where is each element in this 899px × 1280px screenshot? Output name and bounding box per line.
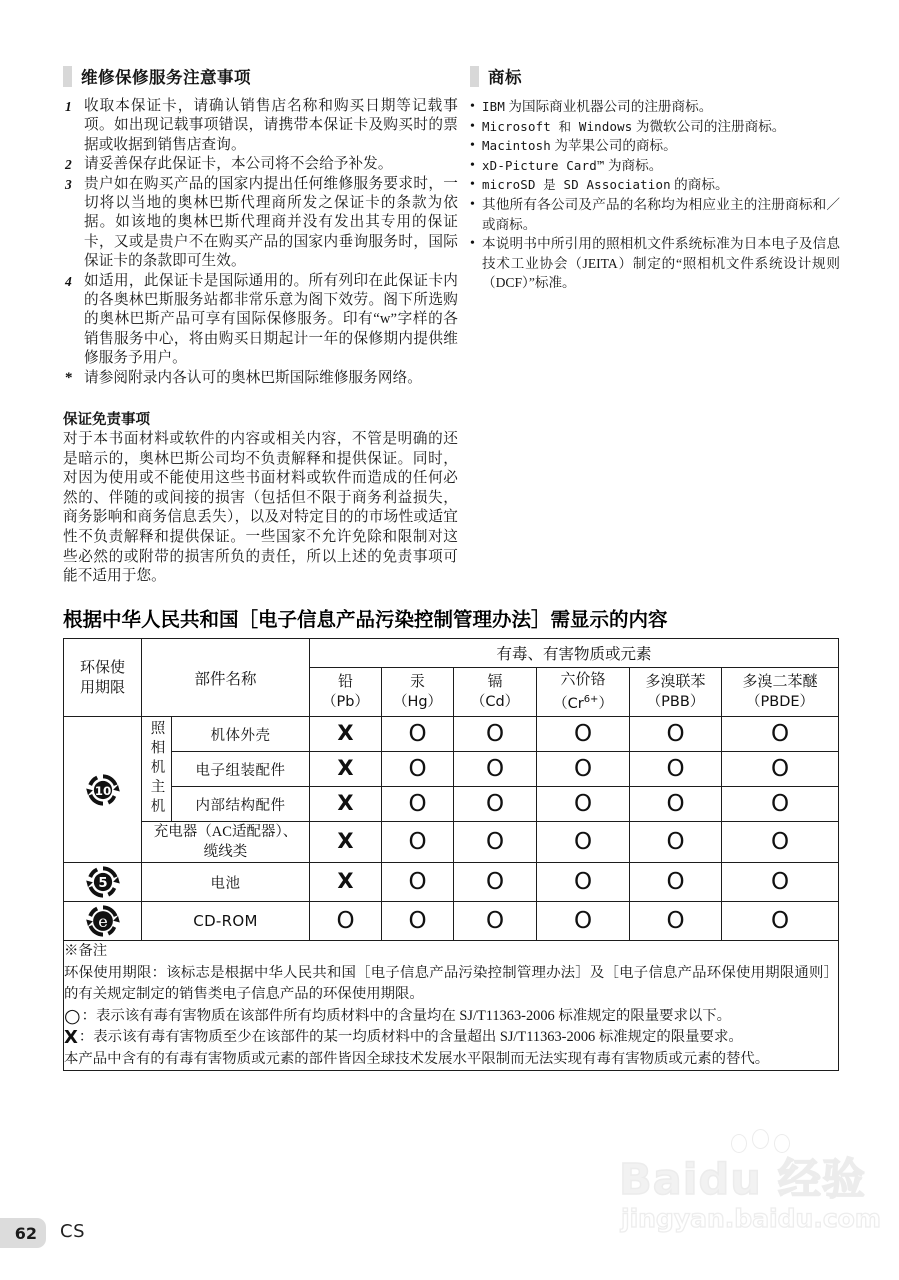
- list-item: [470, 97, 840, 117]
- part-name-cell: 电池: [142, 863, 310, 902]
- value-cell: [382, 863, 454, 902]
- eco-mark-cell-5: [64, 863, 142, 902]
- section-marker-bar: [63, 66, 72, 87]
- mark-o: O: [666, 790, 685, 817]
- header-substance-cr6: 六价铬 $(Cr^{6+})$: [537, 668, 630, 717]
- trademark-desc: 的商标。: [670, 177, 729, 193]
- list-marker-asterisk: *: [65, 369, 73, 386]
- value-cell: [382, 752, 454, 787]
- eco-mark-cell-e: [64, 902, 142, 941]
- cross-symbol-icon: X: [64, 1027, 78, 1048]
- mark-o: O: [573, 720, 593, 747]
- trademark-list: [470, 97, 840, 293]
- right-column: [470, 64, 840, 293]
- header-period: 环保使 用期限: [64, 639, 142, 717]
- list-text: 其他所有各公司及产品的名称均为相应业主的注册商标和／或商标。: [482, 196, 840, 232]
- value-cell: [310, 787, 382, 822]
- trademark-name: IBM: [482, 99, 505, 114]
- value-cell: [722, 863, 839, 902]
- value-cell: [630, 787, 722, 822]
- eco-5-icon: [84, 863, 122, 901]
- list-marker: 1: [65, 99, 72, 114]
- value-cell: [630, 822, 722, 863]
- list-text: 收取本保证卡，请确认销售店名称和购买日期等记载事项。如出现记载事项错误，请携带本保证卡及购买时的票据或收据到销售店查询。: [84, 98, 458, 153]
- list-item: [470, 117, 840, 137]
- mark-o: O: [770, 720, 790, 747]
- trademark-desc: 为微软公司的注册商标。: [632, 118, 786, 134]
- list-item: [470, 195, 840, 234]
- value-cell: [310, 752, 382, 787]
- disclaimer-text: 对于本书面材料或软件的内容或相关内容，不管是明确的还是暗示的，奥林巴斯公司均不负责解释和提供保证。同时，对因为使用或不能使用这些书面材料或软件而造成的任何必然的、伴随的或间接的损害（包括但不限于商务利益损失，商务影响和商务信息丢失），以及对特定目的的市场性或适宜性不负责解释和提供保证。一些国家不允许免除和限制对这些必然的或附带的损害所负的责任，所以上述的免责事项可能不适用于您。: [63, 431, 458, 585]
- language-code: CS: [60, 1221, 85, 1242]
- mark-o: O: [770, 755, 790, 782]
- part-name-cell: 充电器（AC适配器）、 缆线类: [142, 822, 310, 863]
- table-row: [64, 822, 839, 863]
- trademark-name: Macintosh: [482, 138, 551, 154]
- warranty-notes-list: [63, 97, 458, 388]
- table-row: [64, 717, 839, 752]
- mark-o: O: [666, 755, 685, 782]
- value-cell: [454, 863, 537, 902]
- value-cell: [537, 717, 630, 752]
- value-cell: [310, 717, 382, 752]
- mark-o: O: [408, 828, 427, 855]
- trademark-desc: 为国际商业机器公司的注册商标。: [504, 99, 713, 114]
- list-text: [482, 136, 840, 156]
- bullet-icon: •: [470, 138, 475, 154]
- rohs-table-section: [63, 604, 838, 1071]
- value-cell: [722, 717, 839, 752]
- list-item: [63, 175, 458, 272]
- value-cell: [630, 752, 722, 787]
- mark-o: O: [666, 907, 685, 934]
- svg-text:5: 5: [97, 876, 108, 892]
- notes-cross-text: ：表示该有毒有害物质至少在该部件的某一均质材料中的含量超出 SJ/T11363-2006 标准规定的限量要求。: [78, 1029, 743, 1045]
- mark-o: O: [485, 720, 505, 747]
- header-substance-pb: 铅 （Pb）: [310, 668, 382, 717]
- value-cell: [537, 863, 630, 902]
- list-item: [470, 136, 840, 156]
- notes-line-period: 环保使用期限：该标志是根据中华人民共和国［电子信息产品污染控制管理办法］及［电子信息产品环保使用期限通则］的有关规定制定的销售类电子信息产品的环保使用期限。: [64, 964, 839, 1002]
- mark-o: O: [666, 720, 685, 747]
- header-substance-pbde: 多溴二苯醚 （PBDE）: [722, 668, 839, 717]
- page-number: 62: [14, 1223, 37, 1243]
- trademark-desc: 为苹果公司的商标。: [550, 138, 677, 154]
- part-name-cell: 内部结构配件: [172, 787, 310, 822]
- header-substance-pbb: 多溴联苯 （PBB）: [630, 668, 722, 717]
- table-row: [64, 902, 839, 941]
- list-item: [63, 155, 458, 174]
- list-item: [63, 369, 458, 388]
- mark-o: O: [408, 790, 427, 817]
- mark-o: O: [408, 755, 427, 782]
- value-cell: [537, 822, 630, 863]
- table-notes-row: [64, 941, 839, 1071]
- trademark-title: 商标: [488, 68, 522, 87]
- circle-symbol-icon: ○: [64, 1004, 81, 1027]
- value-cell: [537, 752, 630, 787]
- list-item: [470, 234, 840, 293]
- mark-o: O: [485, 790, 505, 817]
- value-cell: [722, 752, 839, 787]
- header-part-name: 部件名称: [142, 639, 310, 717]
- svg-text:10: 10: [94, 783, 111, 798]
- list-text: 请妥善保存此保证卡，本公司将不会给予补发。: [84, 156, 393, 173]
- page-footer: [0, 1218, 899, 1258]
- rohs-table: [63, 638, 839, 1071]
- mark-o: O: [770, 828, 790, 855]
- value-cell: [537, 902, 630, 941]
- mark-o: O: [770, 907, 790, 934]
- value-cell: [382, 822, 454, 863]
- bullet-icon: •: [470, 177, 475, 193]
- part-name-cell: 机体外壳: [172, 717, 310, 752]
- mark-o: O: [408, 907, 427, 934]
- value-cell: [310, 902, 382, 941]
- list-item: [470, 156, 840, 176]
- table-row: [64, 787, 839, 822]
- table-row: [64, 752, 839, 787]
- value-cell: [537, 787, 630, 822]
- list-text: 贵户如在购买产品的国家内提出任何维修服务要求时，一切将以当地的奥林巴斯代理商所发之保证卡的条款为依据。如该地的奥林巴斯代理商并没有发出其专用的保证卡，又或是贵户不在购买产品的国家内垂询服务时，国际保证卡的条款即可生效。: [84, 175, 458, 270]
- mark-o: O: [485, 755, 505, 782]
- bullet-icon: •: [470, 157, 475, 173]
- part-name-cell: 电子组装配件: [172, 752, 310, 787]
- part-name-cell: CD-ROM: [142, 902, 310, 941]
- list-text: 如适用，此保证卡是国际通用的。所有列印在此保证卡内的各奥林巴斯服务站都非常乐意为阁下效劳。阁下所选购的奥林巴斯产品可享有国际保修服务。印有“w”字样的各销售服务中心，将由购买日期起计一年的保修期内提供维修服务予用户。: [84, 272, 458, 367]
- notes-cell: [64, 941, 839, 1071]
- trademark-name: Microsoft 和 Windows: [482, 118, 633, 134]
- table-header-row: [64, 639, 839, 668]
- mark-o: O: [573, 755, 593, 782]
- value-cell: [630, 863, 722, 902]
- mark-x: X: [337, 791, 354, 815]
- list-item: [63, 272, 458, 369]
- header-substances-group: 有毒、有害物质或元素: [310, 639, 839, 668]
- value-cell: [454, 752, 537, 787]
- svg-text:e: e: [97, 912, 108, 932]
- value-cell: [454, 822, 537, 863]
- table-body: [64, 717, 839, 1071]
- value-cell: [722, 787, 839, 822]
- mark-x: X: [337, 869, 354, 893]
- list-text: 请参阅附录内各认可的奥林巴斯国际维修服务网络。: [84, 369, 422, 386]
- value-cell: [454, 902, 537, 941]
- value-cell: [454, 787, 537, 822]
- mark-o: O: [770, 790, 790, 817]
- mark-o: O: [573, 907, 593, 934]
- list-text: [482, 97, 840, 117]
- value-cell: [722, 822, 839, 863]
- mark-o: O: [408, 720, 427, 747]
- list-item: [63, 97, 458, 155]
- bullet-icon: •: [470, 236, 475, 252]
- eco-10-icon: [84, 771, 122, 809]
- mark-o: O: [336, 907, 355, 934]
- bullet-icon: •: [470, 196, 475, 212]
- mark-o: O: [485, 907, 505, 934]
- mark-o: O: [573, 828, 593, 855]
- mark-o: O: [408, 868, 427, 895]
- trademark-name: microSD 是 SD Association: [482, 177, 671, 193]
- value-cell: [382, 902, 454, 941]
- mark-x: X: [337, 756, 354, 780]
- mark-o: O: [573, 868, 593, 895]
- list-marker: 4: [65, 273, 72, 289]
- table-row: [64, 863, 839, 902]
- notes-line-cross: [64, 1027, 838, 1049]
- header-substance-hg: 汞 （Hg）: [382, 668, 454, 717]
- list-text: [482, 175, 840, 195]
- table-head: [64, 639, 839, 717]
- watermark-sub-text: jingyan.baidu.com: [621, 1204, 881, 1233]
- warranty-notes-title: 维修保修服务注意事项: [81, 68, 251, 87]
- list-item: [470, 175, 840, 195]
- header-substance-cd: 镉 （Cd）: [454, 668, 537, 717]
- list-text: 本说明书中所引用的照相机文件系统标准为日本电子及信息技术工业协会（JEITA）制定的“照相机文件系统设计规则（DCF）”标准。: [482, 236, 840, 291]
- notes-heading: ※备注: [64, 943, 108, 959]
- rohs-table-title: 根据中华人民共和国［电子信息产品污染控制管理办法］需显示的内容: [63, 608, 668, 631]
- value-cell: [382, 717, 454, 752]
- value-cell: [722, 902, 839, 941]
- eco-e-icon: [84, 902, 122, 940]
- list-marker: 2: [65, 157, 72, 173]
- watermark-main-text: Baidu 经验: [619, 1155, 866, 1205]
- section-marker-bar: [470, 66, 479, 87]
- notes-line-circle: [64, 1006, 838, 1028]
- page-number-tab: [0, 1218, 46, 1248]
- trademark-desc: 为商标。: [604, 157, 663, 173]
- bullet-icon: •: [470, 99, 475, 114]
- trademark-heading: [470, 64, 840, 88]
- value-cell: [630, 902, 722, 941]
- left-column: [63, 64, 458, 587]
- disclaimer-title: 保证免责事项: [63, 412, 150, 429]
- notes-circle-text: ：表示该有毒有害物质在该部件所有均质材料中的含量均在 SJ/T11363-2006 标准规定的限量要求以下。: [81, 1007, 732, 1024]
- list-text: [482, 156, 840, 176]
- group-vertical-label: 照相机主机: [142, 717, 172, 822]
- mark-o: O: [485, 828, 505, 855]
- value-cell: [454, 717, 537, 752]
- mark-o: O: [573, 790, 593, 817]
- warranty-notes-heading: [63, 64, 458, 88]
- paw-dot-icon: [752, 1129, 769, 1149]
- mark-o: O: [666, 868, 685, 895]
- value-cell: [382, 787, 454, 822]
- list-text: [482, 117, 840, 137]
- mark-o: O: [485, 868, 505, 895]
- list-marker: 3: [65, 176, 72, 192]
- value-cell: [310, 863, 382, 902]
- bullet-icon: •: [470, 118, 475, 134]
- trademark-name: xD-Picture Card™: [482, 157, 605, 173]
- mark-x: X: [337, 829, 354, 853]
- paw-dot-icon: [731, 1134, 747, 1153]
- notes-line-substitution: 本产品中含有的有毒有害物质或元素的部件皆因全球技术发展水平限制而无法实现有毒有害物质或元素的替代。: [64, 1050, 770, 1067]
- mark-o: O: [770, 868, 790, 895]
- value-cell: [310, 822, 382, 863]
- eco-mark-cell-10: [64, 717, 142, 863]
- mark-x: X: [337, 721, 354, 745]
- value-cell: [630, 717, 722, 752]
- paw-dot-icon: [774, 1134, 790, 1153]
- mark-o: O: [666, 828, 685, 855]
